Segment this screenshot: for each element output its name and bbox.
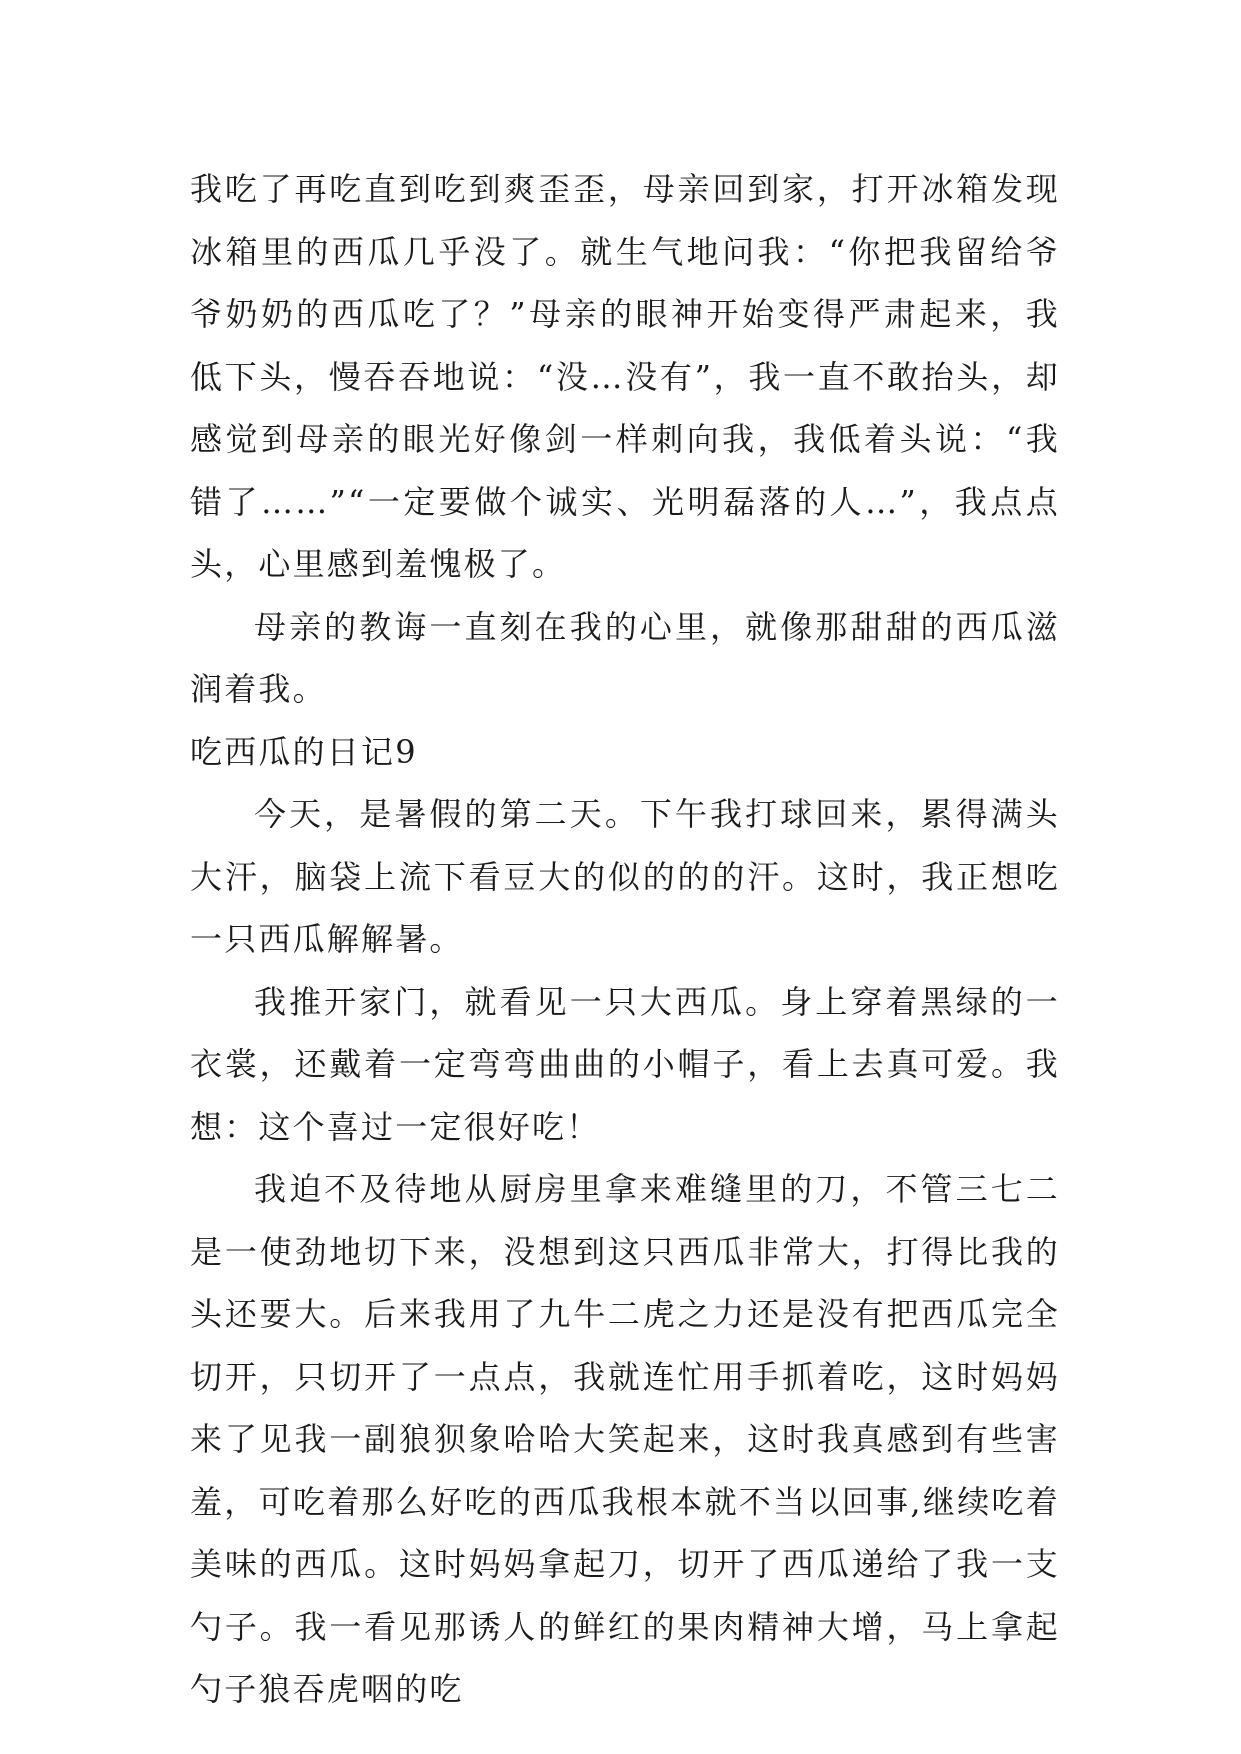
paragraph: 我推开家门，就看见一只大西瓜。身上穿着黑绿的一衣裳，还戴着一定弯弯曲曲的小帽子，看上去真可爱。我 想：这个喜过一定很好吃！	[190, 982, 1060, 1146]
paragraph: 我迫不及待地从厨房里拿来难缝里的刀，不管三七二是一使劲地切下来，没想到这只西瓜非常大，打得比我的头还要大。后来我用了九牛二虎之力还是没有把西瓜完全切开，只切开了一点点，我就连忙用手抓着吃，这时妈妈来了见我一副狼狈象哈哈大笑起来，这时我真感到有些害羞，可吃着那么好吃的西瓜我根本就不当以回事,继续吃着美味的西瓜。这时妈妈拿起刀，切开了西瓜递给了我一支勺子。我一看见那诱人的鲜红的果肉精神大增，马上拿起勺子狼吞虎咽的吃	[190, 1170, 1060, 1708]
paragraph-continued: 我吃了再吃直到吃到爽歪歪，母亲回到家，打开冰箱发现冰箱里的西瓜几乎没了。就生气地问我：“你把我留给爷爷奶奶的西瓜吃了？”母亲的眼神开始变得严肃起来，我低下头，慢吞吞地说：“没…没有”，我一直不敢抬头，却感觉到母亲的眼光好像剑一样刺向我，我低着头说：“我错了……”“一定要做个诚实、光明磊落的人…”，我点点头，心里感到羞愧极了。	[190, 170, 1060, 583]
paragraph: 今天，是暑假的第二天。下午我打球回来，累得满头大汗，脑袋上流下看豆大的似的的的汗。这时，我正想吃一只西瓜解解暑。	[190, 795, 1060, 958]
section-heading: 吃西瓜的日记9	[190, 732, 418, 771]
document-page	[190, 158, 1060, 1721]
paragraph: 母亲的教诲一直刻在我的心里，就像那甜甜的西瓜滋润着我。	[190, 607, 1060, 708]
